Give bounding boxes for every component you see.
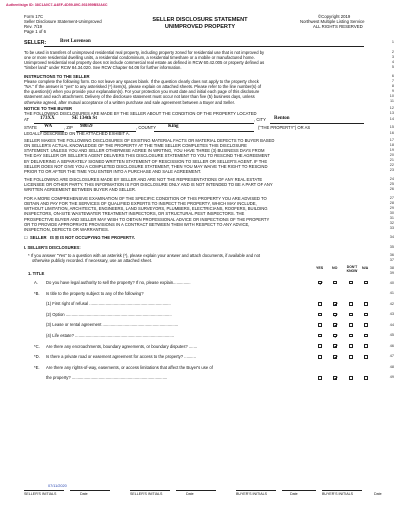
line-number: 16 [389, 130, 394, 135]
seller-underline [44, 46, 364, 47]
form-revision: Rev. 7/19 [24, 24, 43, 29]
line-number: 30 [389, 211, 394, 215]
line-number: 43 [389, 312, 394, 316]
answer-checkbox-na[interactable] [364, 355, 368, 359]
answer-checkbox-dk[interactable] [349, 376, 353, 380]
form-title-line1: SELLER DISCLOSURE STATEMENT [152, 17, 248, 23]
question-text: Is title to the property subject to any of the following? [46, 290, 144, 296]
col-dont-know: DON'T KNOW [346, 265, 358, 273]
line-number: 4 [391, 59, 394, 64]
line-number: 29 [389, 206, 394, 210]
buyer-initials-label-2: BUYER'S INITIALS [322, 492, 354, 496]
answer-checkbox-yes[interactable] [318, 334, 322, 338]
street-number[interactable]: 173XX [40, 115, 55, 121]
question-label: *C. [34, 343, 40, 349]
occupancy-seller-label: SELLER [30, 235, 47, 240]
county-underline [154, 131, 254, 132]
col-yes: YES [316, 266, 324, 270]
line-number: 20 [389, 153, 394, 157]
intro-paragraph: To be used in transfers of unimproved residential real property, including property zoned for residential use that is not improved by one or more residential dwelling units, a residential condominium, a residential timeshare or a mobile or manufactured home. Unimproved residential real property does not include commercial real estate as defined in RCW 60.42.005 or property defined as "timber land" under RCW 84.34.020. See RCW Chapter 64.06 for further information. [24, 50, 265, 71]
answer-checkbox-yes[interactable] [318, 355, 322, 359]
line-number: 12 [389, 106, 394, 110]
answer-checkbox-no[interactable]: ✔ [334, 376, 339, 383]
answer-checkbox-dk[interactable] [349, 302, 353, 306]
answer-checkbox-yes[interactable] [318, 313, 322, 317]
answer-checkbox-na[interactable] [364, 281, 368, 285]
line-number: 37 [389, 258, 394, 262]
line-number: 28 [389, 201, 394, 205]
street-name[interactable]: SE 134th St [72, 115, 98, 121]
line-number: 34 [389, 235, 394, 239]
question-text: the property? .................................................................................. [46, 375, 168, 381]
line-number: 11 [390, 99, 394, 103]
answer-checkbox-no[interactable]: ✔ [334, 312, 339, 319]
line-number: 10 [389, 94, 394, 98]
city-value[interactable]: Renton [274, 115, 290, 121]
line-number: 27 [389, 196, 394, 200]
line-number: 9 [391, 89, 394, 93]
answer-checkbox-na[interactable] [364, 376, 368, 380]
buyer-initials-line-2 [322, 490, 362, 491]
notice-heading: NOTICE TO THE BUYER [24, 106, 73, 111]
occupancy-text[interactable]: IS ☒ IS NOT OCCUPYING THE PROPERTY. [50, 235, 135, 240]
inspection-paragraph: FOR A MORE COMPREHENSIVE EXAMINATION OF THE SPECIFIC CONDITION OF THIS PROPERTY YOU ARE ADVISED TO OBTAIN AND PAY FOR THE SERVICES OF QUALIFIED EXPERTS TO INSPECT THE PROPERTY, WHICH MAY INCLUDE, WITHOUT LIMITATION, ARCHITECTS, ENGINEERS, LAND SURVEYORS, PLUMBERS, ELECTRICIANS, ROOFERS, BUILDING INSPECTORS, ON-SITE WASTEWATER TREATMENT INSPECTORS, OR STRUCTURAL PEST INSPECTORS. THE PROSPECTIVE BUYER AND SELLER MAY WISH TO OBTAIN PROFESSIONAL ADVICE OR INSPECTIONS OF THE PROPERTY OR TO PROVIDE APPROPRIATE PROVISIONS IN A CONTRACT BETWEEN THEM WITH RESPECT TO ANY ADVICE, INSPECTION, DEFECTS OR WARRANTIES. [24, 196, 270, 232]
date-label-2: Date [186, 492, 194, 496]
answer-checkbox-dk[interactable] [349, 281, 353, 285]
seller-initials-label-2: SELLER'S INITIALS [130, 492, 163, 496]
notice-line1: THE FOLLOWING DISCLOSURES ARE MADE BY THE SELLER ABOUT THE CONDITION OF THE PROPERTY LOCATED [24, 111, 257, 116]
asterisk-note-line1: * If you answer "Yes" to a question with an asterisk (*), please explain your answer and attach documents, if available and not [28, 253, 261, 258]
answer-checkbox-no[interactable]: ✔ [334, 355, 339, 361]
line-number: 25 [389, 182, 394, 186]
line-number: 18 [389, 143, 394, 147]
county-label: , COUNTY [136, 125, 157, 130]
line-number: 22 [389, 163, 394, 167]
answer-checkbox-no[interactable] [333, 281, 337, 285]
form-number: Form 17C [24, 14, 44, 19]
answer-checkbox-dk[interactable] [349, 355, 353, 359]
service-name: Northwest Multiple Listing Service [300, 19, 365, 24]
answer-checkbox-yes[interactable] [318, 323, 322, 327]
line-number: 23 [389, 168, 394, 172]
answer-checkbox-na[interactable] [364, 334, 368, 338]
line-number: 31 [389, 216, 394, 220]
asterisk-note-line2: otherwise publicly recorded. If necessary, use an attached sheet. [32, 258, 153, 263]
line-number: 38 [389, 266, 394, 270]
line-number: 2 [391, 49, 394, 54]
city-underline [270, 123, 364, 124]
seller-initials-line-2 [130, 490, 170, 491]
line-number: 8 [391, 84, 394, 88]
answer-checkbox-no[interactable]: ✔ [334, 344, 339, 351]
line-number: 49 [389, 375, 394, 379]
col-no: NO [332, 266, 338, 270]
answer-checkbox-yes[interactable] [318, 344, 322, 348]
city-label: , CITY [254, 117, 266, 122]
answer-checkbox-no[interactable]: ✔ [334, 302, 339, 308]
legal-description: LEGALLY DESCRIBED ON THE ATTACHED EXHIBIT A. [24, 130, 130, 136]
county-value[interactable]: King [168, 123, 179, 129]
question-label: *E. [34, 364, 40, 370]
date-label-3: Date [290, 492, 298, 496]
line-number: 44 [389, 322, 394, 327]
line-number: 26 [389, 187, 394, 191]
form-description: Seller Disclosure Statement-Unimproved [24, 19, 102, 24]
line-number: 14 [389, 117, 394, 121]
authentisign-id: Authentisign ID: 38C1A0C7-A4EF-4D59-89C-931959B52A6C [6, 3, 108, 7]
date-line-2 [176, 490, 216, 491]
buyer-initials-line [236, 490, 276, 491]
line-number: 6 [391, 74, 394, 78]
answer-checkbox-na[interactable] [364, 302, 368, 306]
instructions-heading: INSTRUCTIONS TO THE SELLER [24, 74, 90, 79]
line-number: 39 [389, 271, 394, 275]
buyer-initials-label: BUYER'S INITIALS [236, 492, 268, 496]
question-text: Do you have legal authority to sell the property? If no, please explain............... [46, 280, 191, 285]
answer-checkbox-no[interactable]: ✔ [334, 333, 339, 340]
date-line-1 [70, 490, 110, 491]
line-number: 24 [389, 177, 394, 181]
date-label-1: Date [80, 492, 88, 496]
answer-checkbox-yes[interactable] [318, 302, 322, 306]
line-number: 1 [391, 39, 394, 44]
at-label: AT [24, 117, 30, 122]
instructions-text: Please complete the following form. Do not leave any spaces blank. If the question clearly does not apply to the property check "NA." If the answer is "yes" to any asterisked (*) item(s), please explain on attached sheets. Please refer to the line number(s) of the question(s) when you provide your explanation(s). For your protection you must date and initial each page of this disclosure statement and each attachment. Delivery of the disclosure statement must occur not later than five (5) business days, unless otherwise agreed, after mutual acceptance of a written purchase and sale agreement between a Buyer and Seller. [24, 79, 262, 105]
line-number: 3 [391, 54, 394, 59]
seller-initials-label: SELLER'S INITIALS [24, 492, 57, 496]
seller-name[interactable]: Bret Lorenson [60, 38, 91, 44]
state-value[interactable]: WA [44, 123, 53, 129]
page-number: Page 1 of 6 [24, 29, 46, 34]
line-number: 40 [389, 280, 394, 285]
state-label: STATE [24, 125, 37, 130]
question-label: A. [34, 280, 38, 285]
date-stamp: 07/11/2020 [48, 484, 67, 488]
line-number: 47 [389, 354, 394, 358]
date-line-3 [282, 490, 316, 491]
line-number: 32 [389, 221, 394, 225]
line-number: 46 [389, 343, 394, 348]
line-number: 5 [391, 64, 394, 69]
line-number: 35 [389, 245, 394, 249]
question-text: Are there any rights-of-way, easements, or access limitations that affect the Buyer's use of [46, 364, 213, 370]
answer-checkbox-yes[interactable] [318, 376, 322, 380]
line-number: 13 [389, 111, 394, 115]
section-heading: I. SELLER'S DISCLOSURES: [24, 245, 81, 250]
answer-checkbox-na[interactable] [364, 344, 368, 348]
line-number: 45 [389, 333, 394, 337]
question-text: (1) First right of refusal ...................................................................... [46, 301, 171, 307]
line-number: 36 [389, 253, 394, 257]
line-number: 7 [391, 79, 394, 83]
disclosure-paragraph: SELLER MAKES THE FOLLOWING DISCLOSURES OF EXISTING MATERIAL FACTS OR MATERIAL DEFECTS TO BUYER BASED ON SELLER'S ACTUAL KNOWLEDGE OF THE PROPERTY AT THE TIME SELLER COMPLETES THIS DISCLOSURE STATEMENT. UNLESS YOU AND SELLER OTHERWISE AGREE IN WRITING, YOU HAVE THREE (3) BUSINESS DAYS FROM THE DAY SELLER OR SELLER'S AGENT DELIVERS THIS DISCLOSURE STATEMENT TO YOU TO RESCIND THE AGREEMENT BY DELIVERING A SEPARATELY SIGNED WRITTEN STATEMENT OF RESCISSION TO SELLER OR SELLER'S AGENT. IF THE SELLER DOES NOT GIVE YOU A COMPLETED DISCLOSURE STATEMENT, THEN YOU MAY WAIVE THE RIGHT TO RESCIND PRIOR TO OR AFTER THE TIME YOU ENTER INTO A PURCHASE AND SALE AGREEMENT. [24, 138, 275, 174]
answer-checkbox-no[interactable]: ✔ [334, 323, 339, 330]
rights-reserved: ALL RIGHTS RESERVED [313, 24, 363, 29]
answer-checkbox-na[interactable] [364, 313, 368, 317]
property-label: ("THE PROPERTY") OR AS [258, 125, 311, 130]
seller-initials-line [24, 490, 64, 491]
question-text: (3) Lease or rental agreement ................................................................. [46, 322, 179, 328]
address-underline [34, 123, 254, 124]
answer-checkbox-dk[interactable] [349, 313, 353, 317]
answer-checkbox-yes[interactable]: ✔ [319, 280, 324, 287]
question-text: (2) Option ........................................................................................... [46, 311, 172, 317]
answer-checkbox-dk[interactable] [349, 344, 353, 348]
copyright: ©Copyright 2019 [318, 14, 351, 19]
seller-label: SELLER: [24, 40, 47, 46]
line-number: 48 [389, 364, 394, 369]
zip-label: , ZIP [64, 125, 73, 130]
title-section: 1. TITLE [28, 271, 45, 276]
answer-checkbox-dk[interactable] [349, 323, 353, 327]
answer-checkbox-na[interactable] [364, 323, 368, 327]
question-text: Are there any encroachments, boundary agreements, or boundary disputes? ....... [46, 343, 198, 349]
occupancy-box[interactable]: ☐ [24, 235, 28, 240]
form-title-line2: UNIMPROVED PROPERTY [164, 24, 236, 30]
answer-checkbox-dk[interactable] [349, 334, 353, 338]
question-label: *D. [34, 354, 40, 360]
col-na: N/A [362, 266, 369, 270]
line-number: 19 [389, 148, 394, 152]
line-number: 33 [389, 226, 394, 230]
question-label: *B. [34, 290, 40, 296]
question-text: Is there a private road or easement agreement for access to the property? .......... [46, 354, 196, 360]
zip-value[interactable]: 98059 [80, 123, 93, 129]
line-number: 21 [389, 158, 394, 162]
line-number: 15 [389, 125, 394, 129]
line-number: 42 [389, 301, 394, 306]
line-number: 41 [389, 291, 394, 295]
question-text: (4) Life estate? ..................................................................................... [46, 333, 174, 338]
line-number: 17 [389, 138, 394, 142]
date-label-4: Date [374, 492, 382, 496]
representation-paragraph: THE FOLLOWING ARE DISCLOSURES MADE BY SELLER AND ARE NOT THE REPRESENTATIONS OF ANY REAL ESTATE LICENSEE OR OTHER PARTY. THIS INFORMATION IS FOR DISCLOSURE ONLY AND IS NOT INTENDED TO BE A PART OF ANY WRITTEN AGREEMENT BETWEEN BUYER AND SELLER. [24, 177, 273, 193]
